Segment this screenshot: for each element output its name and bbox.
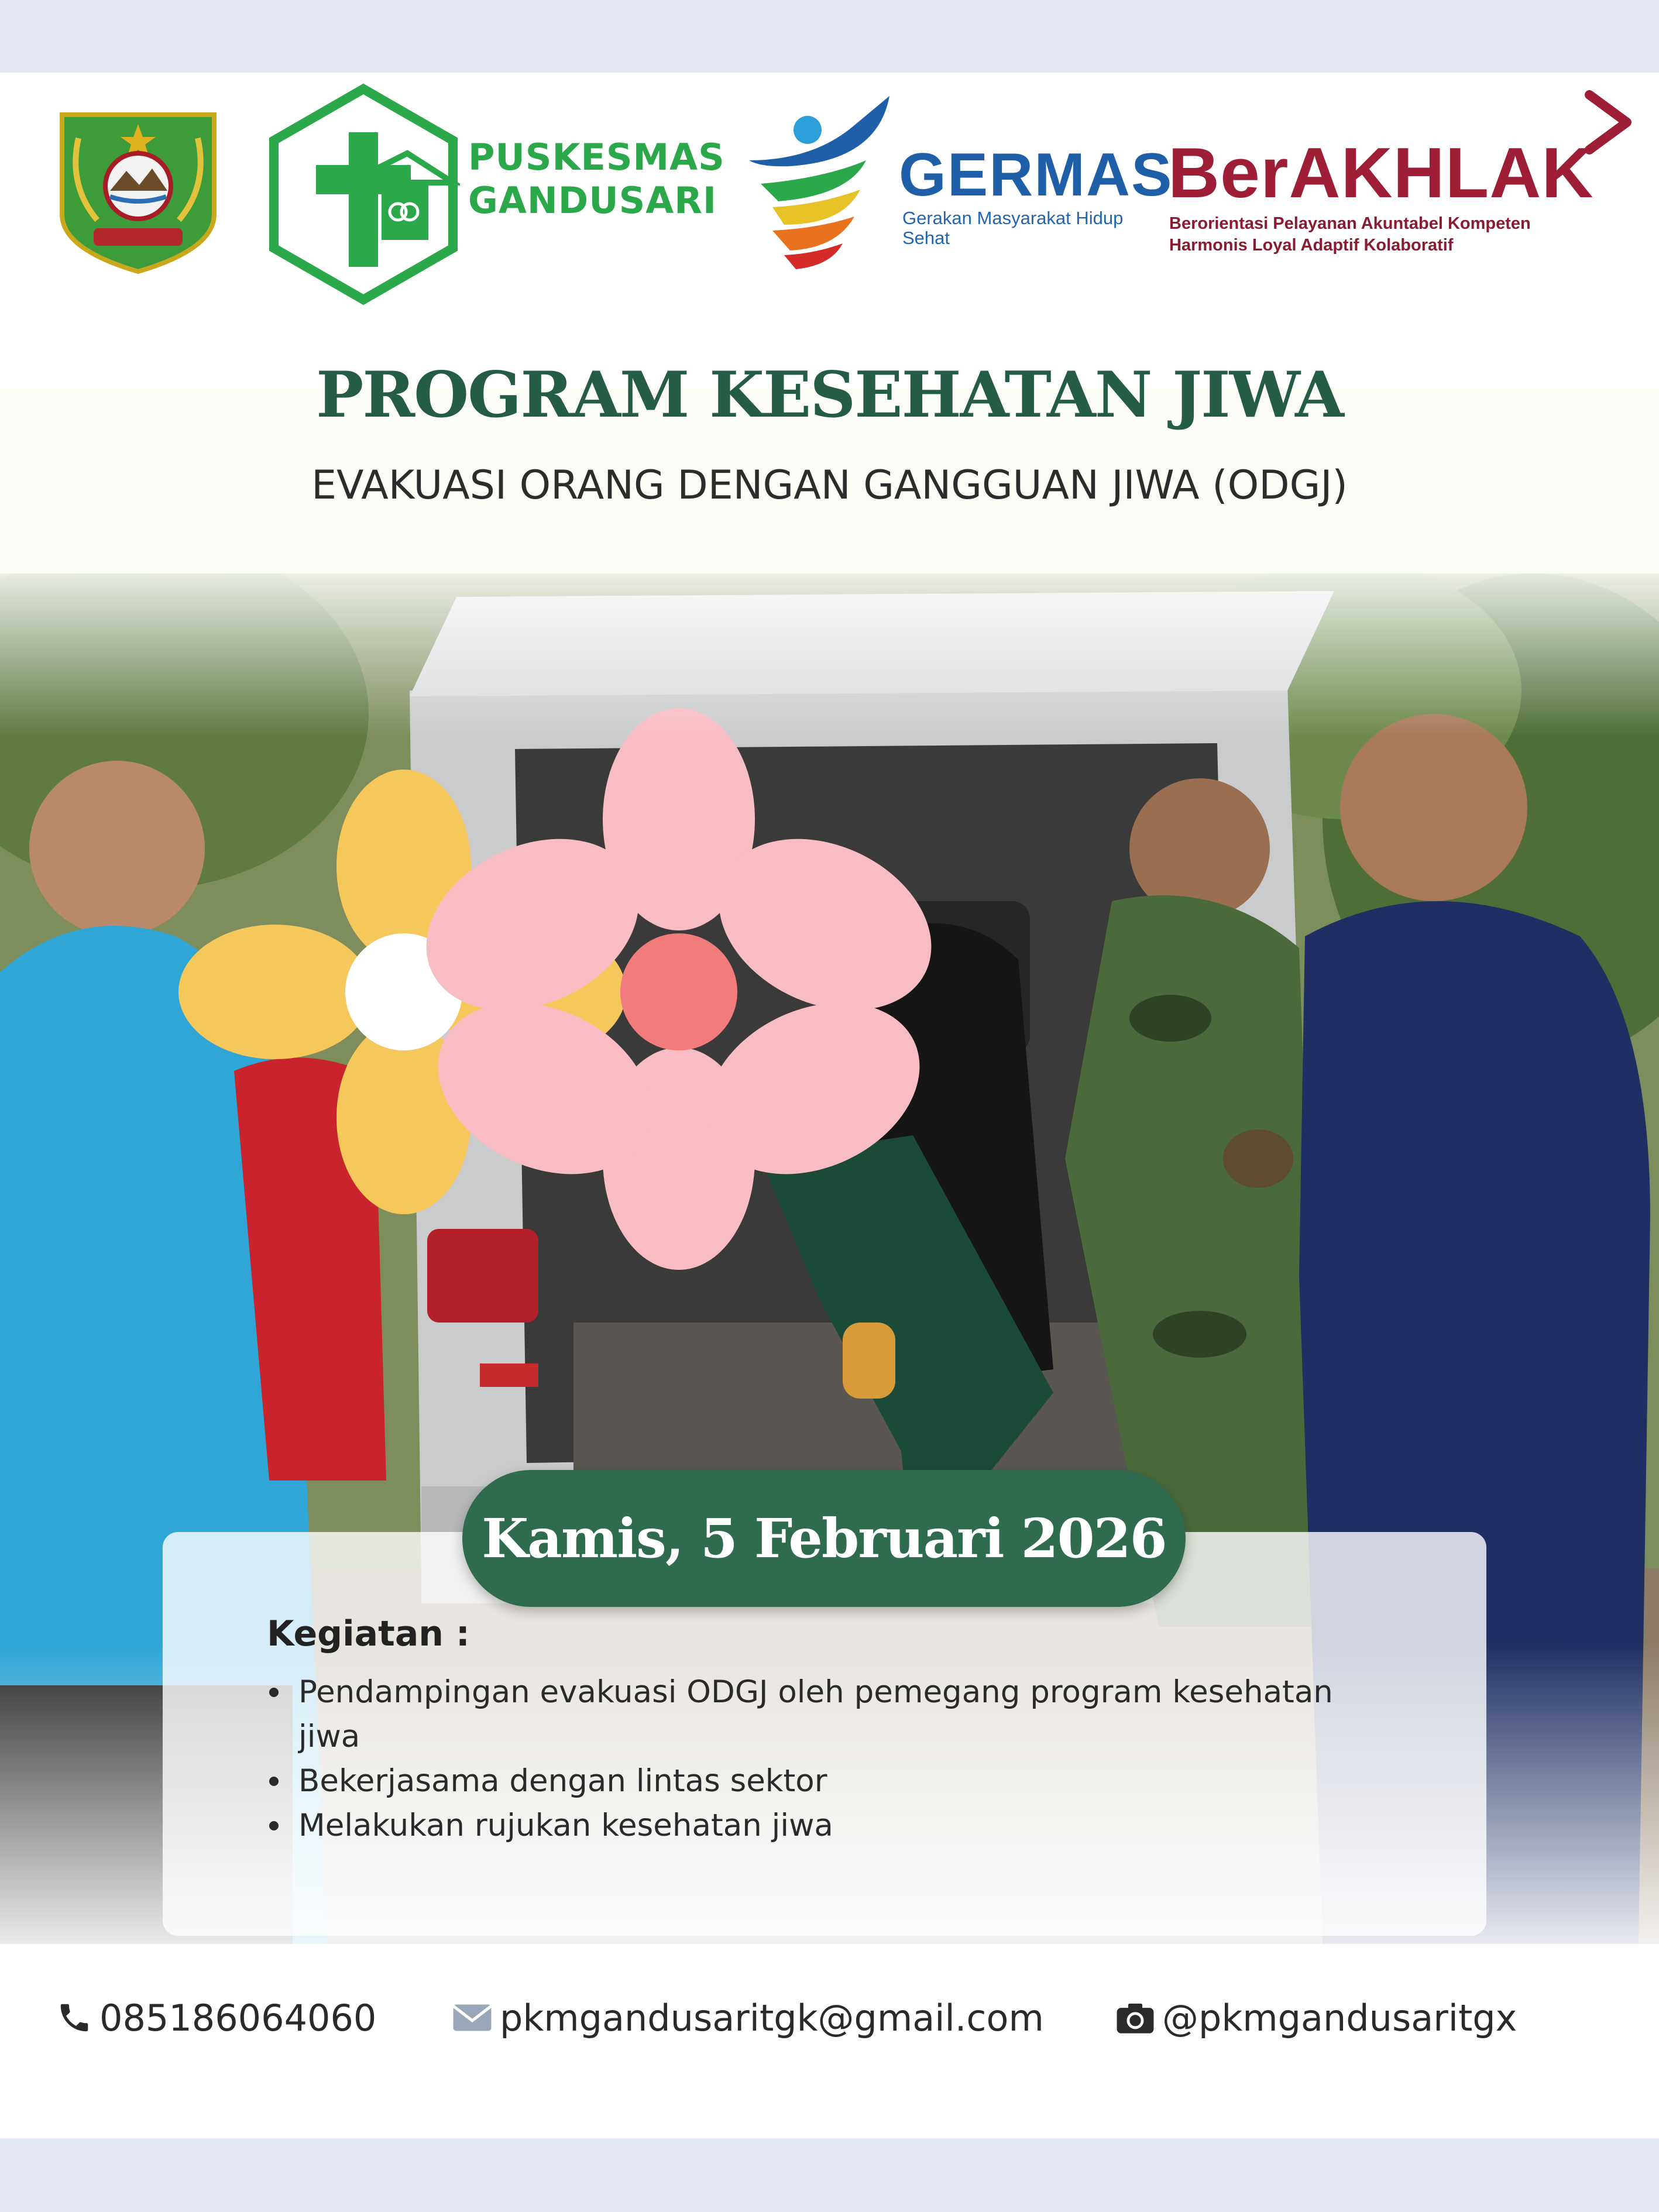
berakhlak-subtitle-line1: Berorientasi Pelayanan Akuntabel Kompeten — [1169, 214, 1531, 233]
instagram-handle: @pkmgandusaritgx — [1162, 1996, 1517, 2039]
activity-list — [267, 1670, 1379, 1848]
email-address: pkmgandusaritgk@gmail.com — [500, 1996, 1044, 2039]
activity-item: Bekerjasama dengan lintas sektor — [267, 1759, 1379, 1804]
activity-item: Melakukan rujukan kesehatan jiwa — [267, 1804, 1379, 1848]
phone-icon — [56, 2000, 92, 2036]
germas-title: GERMAS — [899, 141, 1173, 209]
footer-instagram[interactable] — [1115, 1983, 1517, 2053]
program-subtitle: EVAKUASI ORANG DENGAN GANGGUAN JIWA (ODGJ) — [311, 462, 1348, 509]
poster — [0, 73, 1659, 2138]
phone-number: 085186064060 — [99, 1996, 377, 2039]
footer-email[interactable] — [452, 1983, 1044, 2053]
berakhlak-arrow-icon — [1581, 90, 1634, 154]
program-title: PROGRAM KESEHATAN JIWA — [316, 358, 1343, 432]
berakhlak-subtitle-line2: Harmonis Loyal Adaptif Kolaboratif — [1169, 236, 1454, 255]
germas-subtitle: Gerakan Masyarakat Hidup Sehat — [902, 208, 1124, 248]
berakhlak-title: BerAKHLAK — [1168, 133, 1594, 212]
berakhlak-subtitle — [1169, 213, 1626, 256]
camera-icon — [1115, 2001, 1155, 2035]
activity-heading: Kegiatan : — [267, 1613, 470, 1654]
activity-item: Pendampingan evakuasi ODGJ oleh pemegang program kesehatan jiwa — [267, 1670, 1379, 1759]
region-emblem-icon — [56, 103, 220, 274]
footer-phone[interactable] — [56, 1983, 376, 2053]
mail-icon — [452, 2003, 493, 2033]
germas-logo-icon — [743, 90, 901, 272]
event-date: Kamis, 5 Februari 2026 — [462, 1470, 1186, 1607]
puskesmas-logo-icon — [267, 83, 460, 305]
puskesmas-name: PUSKESMAS GANDUSARI — [468, 136, 725, 222]
